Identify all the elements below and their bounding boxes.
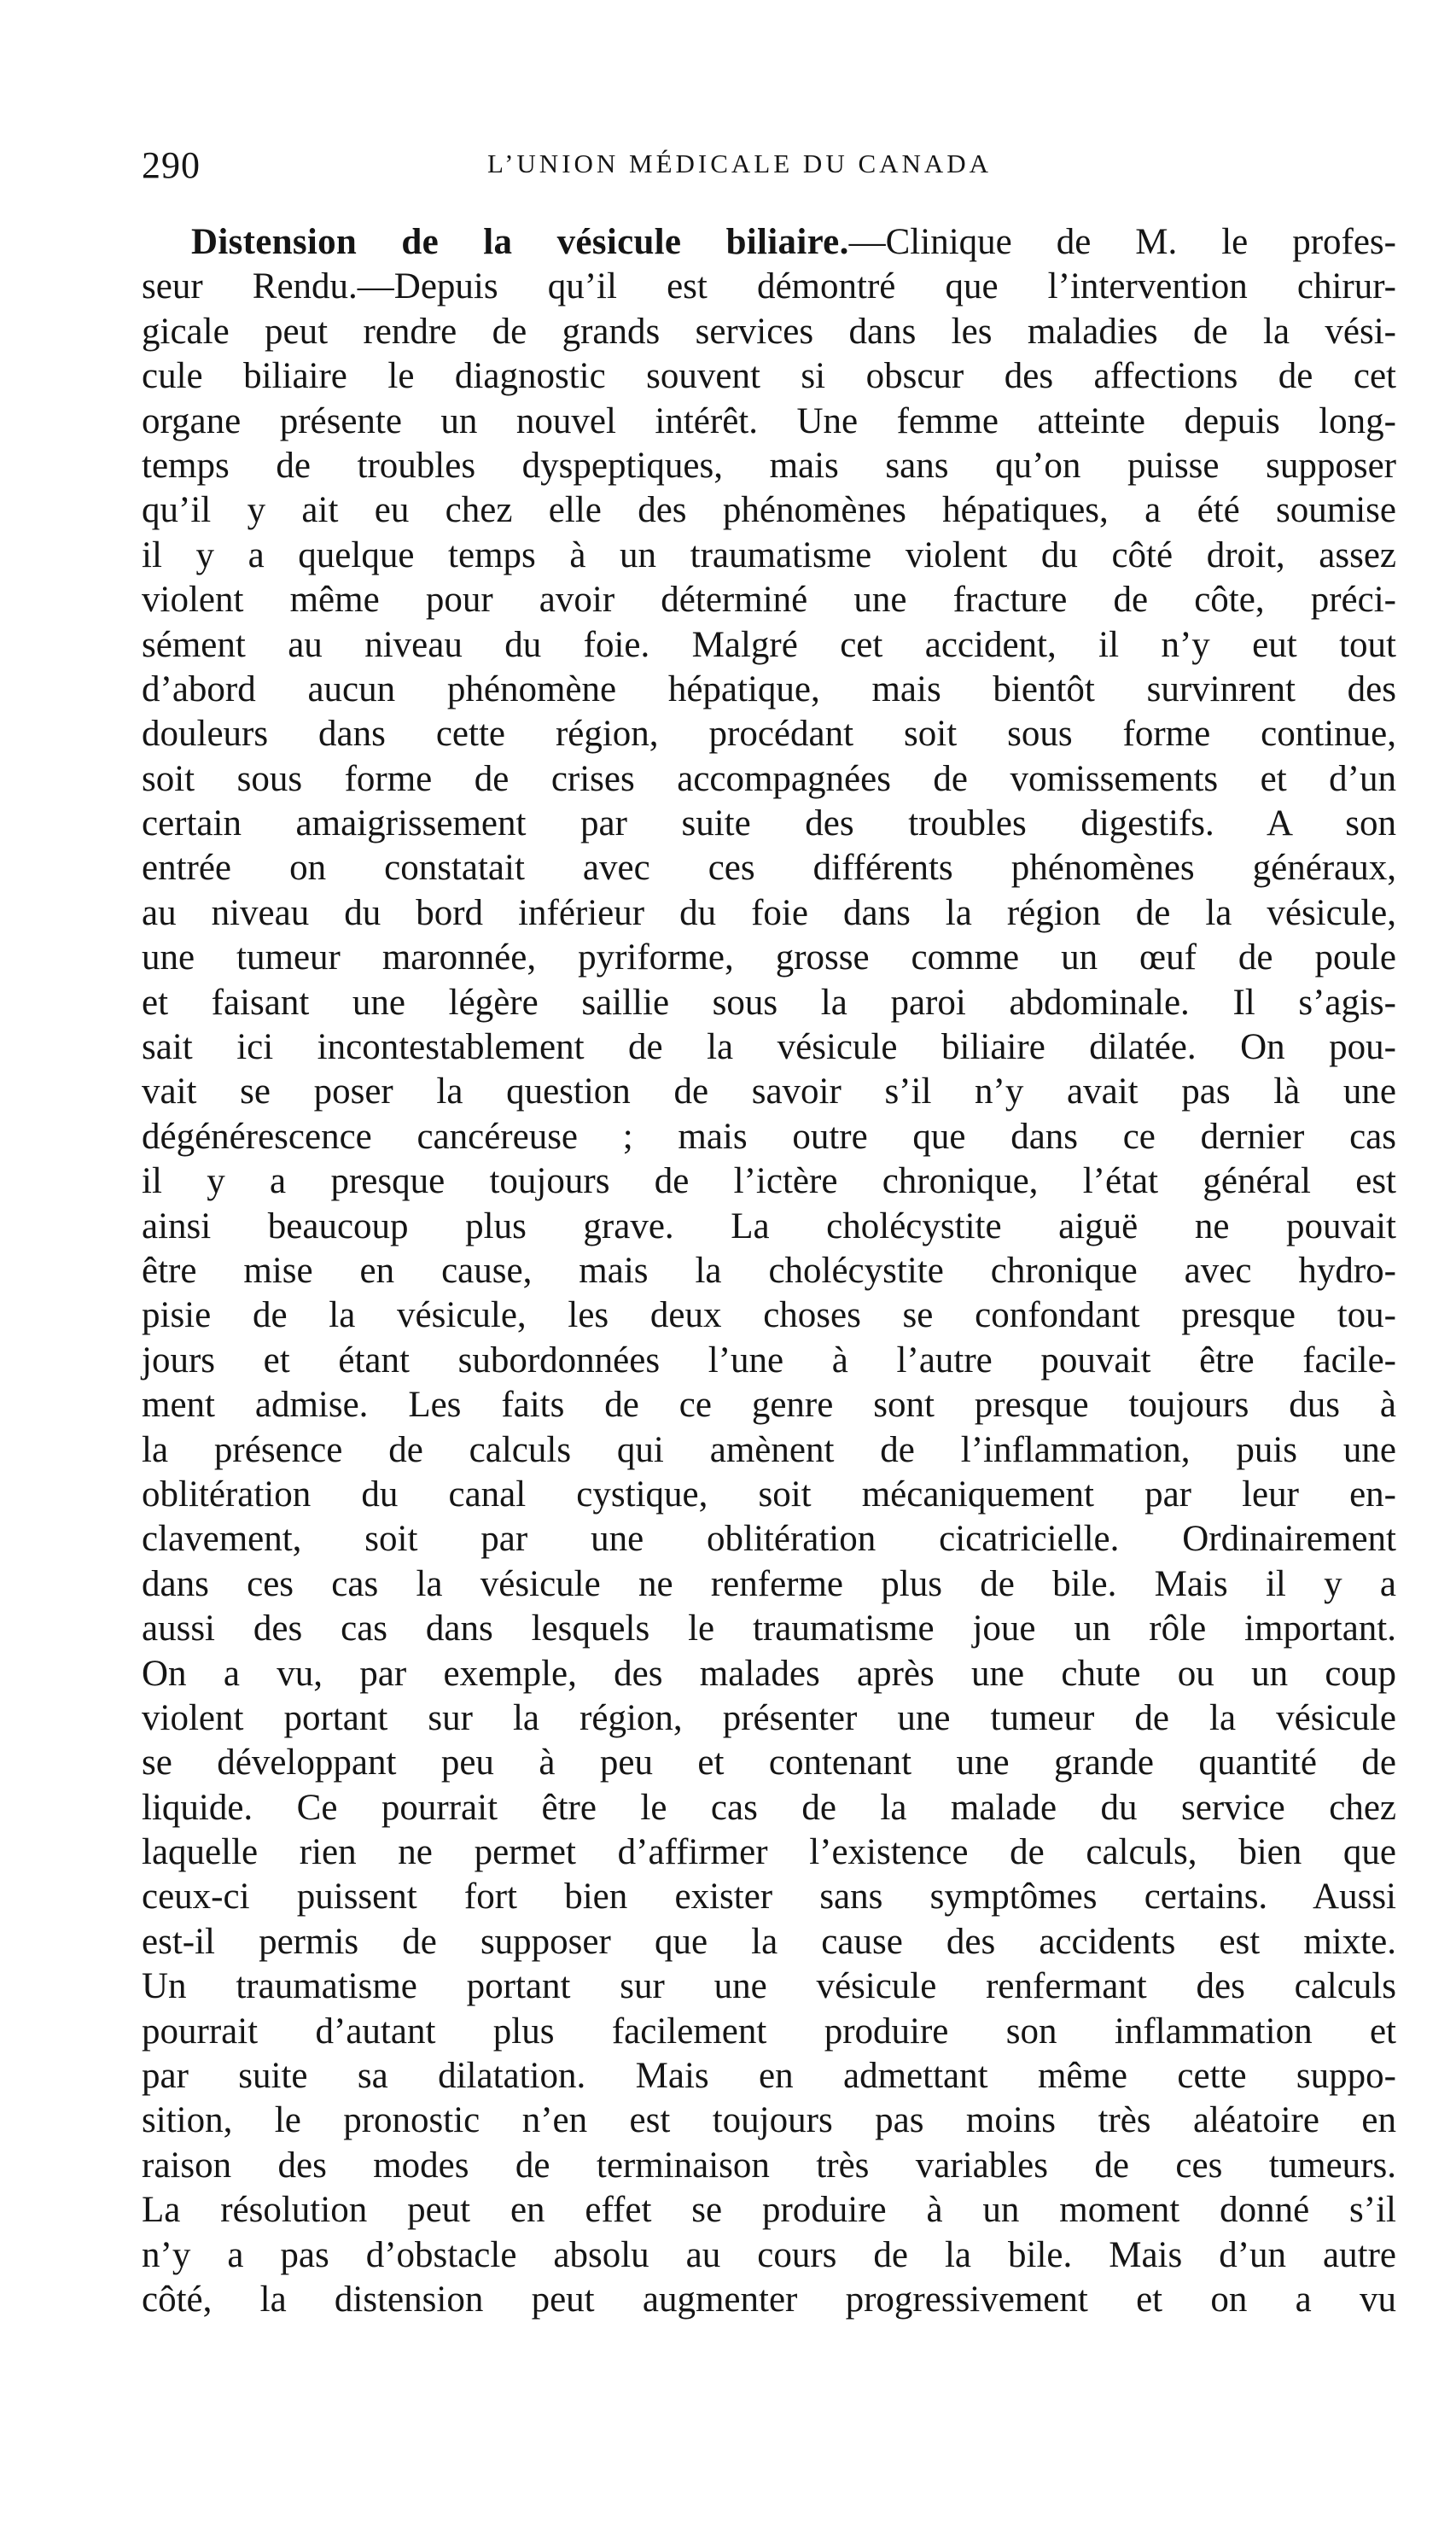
article-heading: Distension de la vésicule biliaire. [191, 222, 849, 262]
text-line: sément au niveau du foie. Malgré cet accident, il n’y eut tout [142, 624, 1396, 665]
text-line: est-il permis de supposer que la cause des accidents est mixte. [142, 1921, 1396, 1962]
text-line: temps de troubles dyspeptiques, mais sans qu’on puisse supposer [142, 445, 1396, 486]
text-line: douleurs dans cette région, procédant soit sous forme continue, [142, 714, 1396, 755]
text-line: raison des modes de terminaison très variables de ces tumeurs. [142, 2145, 1396, 2186]
text-line: On a vu, par exemple, des malades après une chute ou un coup [142, 1653, 1396, 1694]
text-line: qu’il y ait eu chez elle des phénomènes hépatiques, a été soumise [142, 490, 1396, 531]
text-line: être mise en cause, mais la cholécystite chronique avec hydro- [142, 1250, 1396, 1291]
text-line: entrée on constatait avec ces différents phénomènes généraux, [142, 848, 1396, 889]
text-line: La résolution peut en effet se produire à un moment donné s’il [142, 2190, 1396, 2231]
journal-title: L’UNION MÉDICALE DU CANADA [487, 149, 993, 178]
text-line: sition, le pronostic n’en est toujours pas moins très aléatoire en [142, 2100, 1396, 2141]
text-line: ment admise. Les faits de ce genre sont presque toujours dus à [142, 1385, 1396, 1426]
text-line: liquide. Ce pourrait être le cas de la malade du service chez [142, 1787, 1396, 1828]
text-line: cule biliaire le diagnostic souvent si obscur des affections de cet [142, 356, 1396, 397]
text-line: certain amaigrissement par suite des troubles digestifs. A son [142, 803, 1396, 844]
text-line: aussi des cas dans lesquels le traumatisme joue un rôle important. [142, 1608, 1396, 1649]
page-number: 290 [142, 144, 201, 186]
text-line: laquelle rien ne permet d’affirmer l’existence de calculs, bien que [142, 1832, 1396, 1873]
text-line: il y a quelque temps à un traumatisme violent du côté droit, assez [142, 534, 1396, 575]
text-line: pisie de la vésicule, les deux choses se confondant presque tou- [142, 1295, 1396, 1336]
text-line: Un traumatisme portant sur une vésicule renfermant des calculs [142, 1966, 1396, 2007]
text-line: n’y a pas d’obstacle absolu au cours de la bile. Mais d’un autre [142, 2234, 1396, 2275]
text-line: et faisant une légère saillie sous la paroi abdominale. Il s’agis- [142, 982, 1396, 1023]
document-page [142, 128, 1396, 2322]
text-line: par suite sa dilatation. Mais en admettant même cette suppo- [142, 2056, 1396, 2097]
running-head [142, 128, 1396, 196]
text-line: la présence de calculs qui amènent de l’inflammation, puis une [142, 1429, 1396, 1470]
text-line: d’abord aucun phénomène hépatique, mais bientôt survinrent des [142, 668, 1396, 709]
text-line: jours et étant subordonnées l’une à l’autre pouvait être facile- [142, 1340, 1396, 1380]
text-line: au niveau du bord inférieur du foie dans la région de la vésicule, [142, 892, 1396, 933]
text-line: seur Rendu.—Depuis qu’il est démontré que l’intervention chirur- [142, 266, 1396, 307]
text-line: se développant peu à peu et contenant une grande quantité de [142, 1742, 1396, 1783]
text-line: dégénérescence cancéreuse ; mais outre que dans ce dernier cas [142, 1116, 1396, 1157]
text-line: côté, la distension peut augmenter progressivement et on a vu [142, 2279, 1396, 2320]
text-line: il y a presque toujours de l’ictère chronique, l’état général est [142, 1161, 1396, 1202]
text-line [142, 220, 1396, 265]
text-line: pourrait d’autant plus facilement produire son inflammation et [142, 2011, 1396, 2052]
text-line-content: —Clinique de M. le profes- [848, 222, 1396, 262]
text-line: violent portant sur la région, présenter une tumeur de la vésicule [142, 1697, 1396, 1738]
article-body [142, 220, 1396, 2322]
text-line: soit sous forme de crises accompagnées de vomissements et d’un [142, 758, 1396, 799]
text-line: gicale peut rendre de grands services dans les maladies de la vési- [142, 311, 1396, 352]
text-line: une tumeur maronnée, pyriforme, grosse comme un œuf de poule [142, 937, 1396, 978]
text-line: dans ces cas la vésicule ne renferme plus de bile. Mais il y a [142, 1563, 1396, 1604]
text-line: clavement, soit par une oblitération cicatricielle. Ordinairement [142, 1519, 1396, 1560]
text-line: violent même pour avoir déterminé une fracture de côte, préci- [142, 580, 1396, 621]
text-line: oblitération du canal cystique, soit mécaniquement par leur en- [142, 1474, 1396, 1515]
text-line: organe présente un nouvel intérêt. Une femme atteinte depuis long- [142, 400, 1396, 441]
text-line: vait se poser la question de savoir s’il n’y avait pas là une [142, 1071, 1396, 1112]
text-line: ceux-ci puissent fort bien exister sans symptômes certains. Aussi [142, 1877, 1396, 1918]
text-line: sait ici incontestablement de la vésicule biliaire dilatée. On pou- [142, 1027, 1396, 1068]
text-line: ainsi beaucoup plus grave. La cholécystite aiguë ne pouvait [142, 1205, 1396, 1246]
